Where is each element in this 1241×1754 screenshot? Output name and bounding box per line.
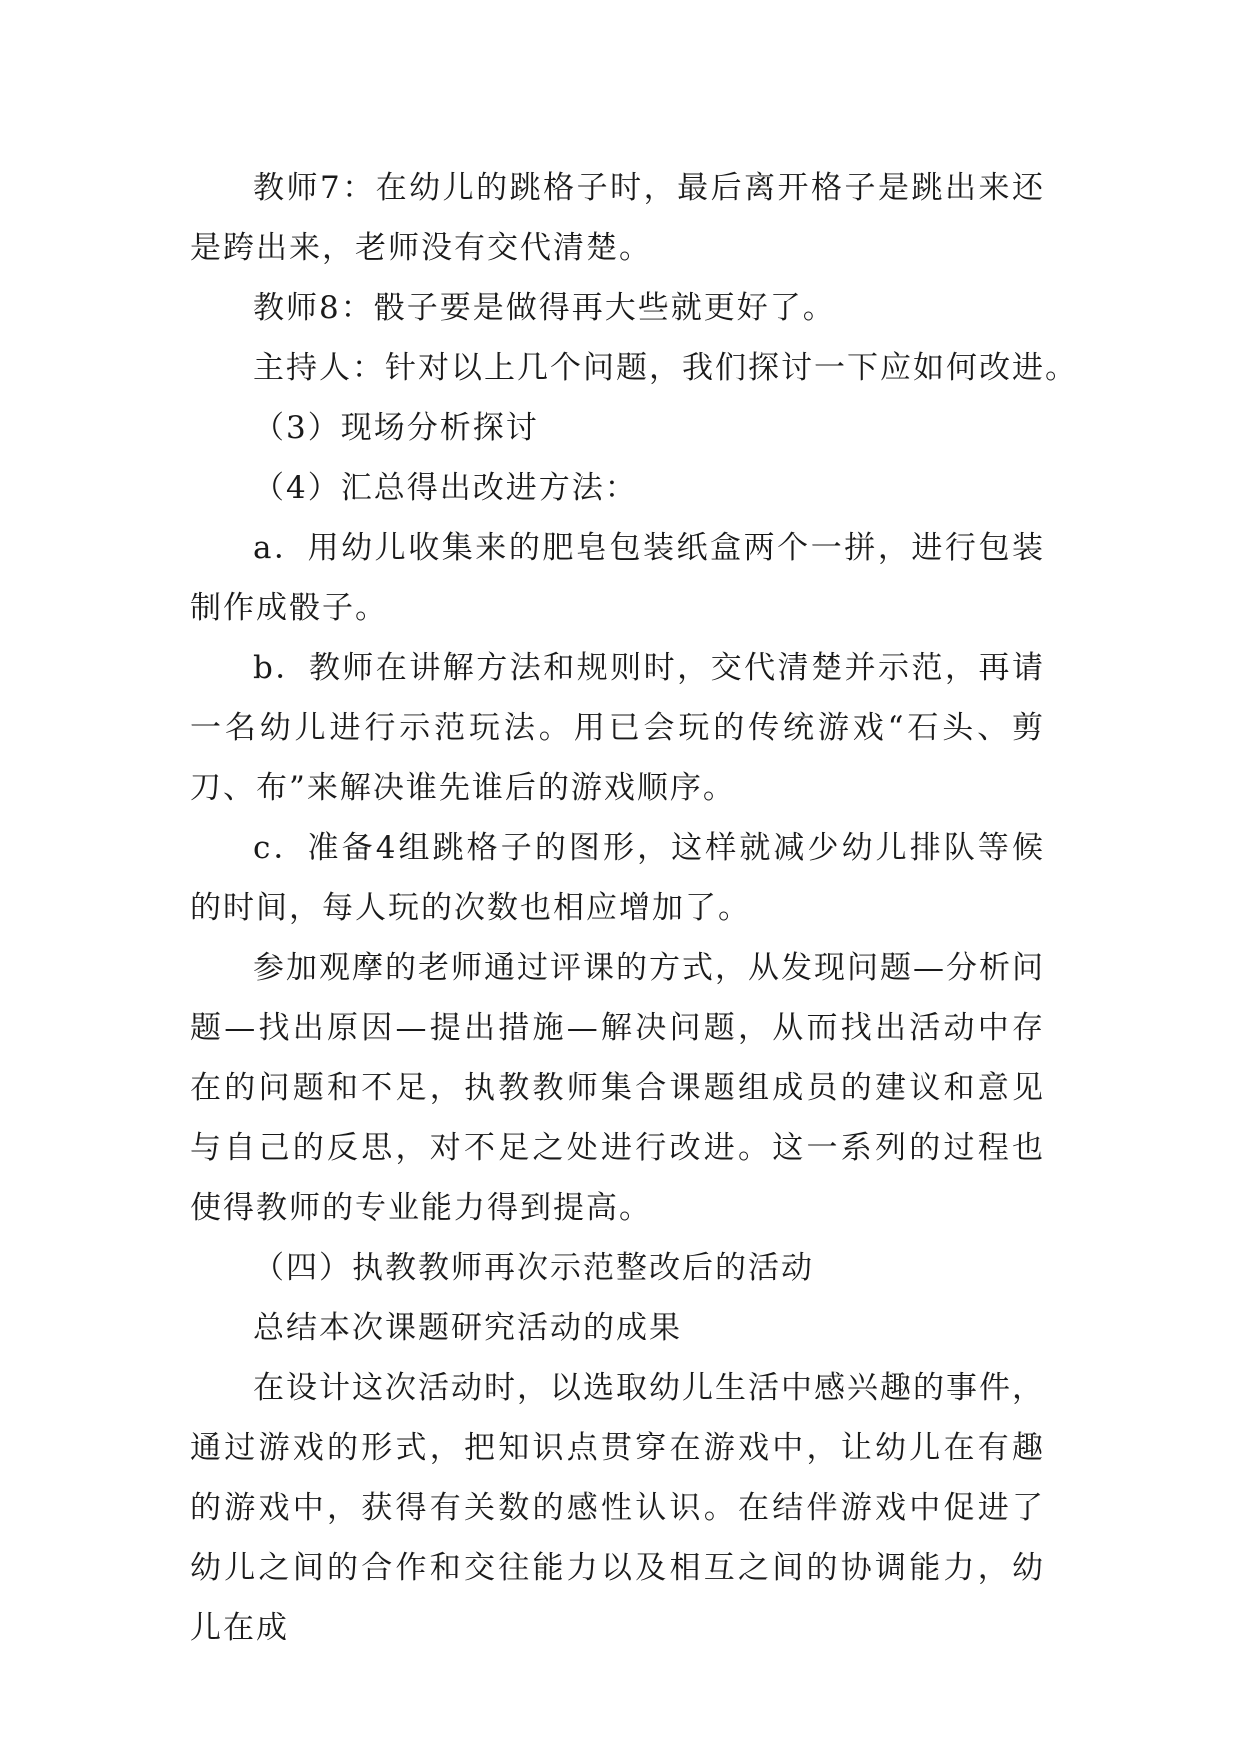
document-page [190, 158, 1078, 1658]
paragraph-design: 在设计这次活动时，以选取幼儿生活中感兴趣的事件，通过游戏的形式，把知识点贯穿在游戏中，让幼儿在有趣的游戏中，获得有关数的感性认识。在结伴游戏中促进了幼儿之间的合作和交往能力以及相互之间的协调能力，幼儿在成 [190, 1370, 1045, 1646]
heading-step-4: （4）汇总得出改进方法： [253, 470, 638, 506]
heading-summary: 总结本次课题研究活动的成果 [253, 1310, 682, 1346]
paragraph-teacher-7: 教师7：在幼儿的跳格子时，最后离开格子是跳出来还是跨出来，老师没有交代清楚。 [190, 170, 1045, 266]
paragraph-observation: 参加观摩的老师通过评课的方式，从发现问题—分析问题—找出原因—提出措施—解决问题，从而找出活动中存在的问题和不足，执教教师集合课题组成员的建议和意见与自己的反思，对不足之处进行改进。这一系列的过程也使得教师的专业能力得到提高。 [190, 950, 1045, 1226]
list-item-c: c．准备4组跳格子的图形，这样就减少幼儿排队等候的时间，每人玩的次数也相应增加了。 [190, 830, 1045, 926]
list-item-a: a．用幼儿收集来的肥皂包装纸盒两个一拼，进行包装制作成骰子。 [190, 530, 1045, 626]
paragraph-teacher-8: 教师8：骰子要是做得再大些就更好了。 [253, 290, 836, 326]
paragraph-host: 主持人：针对以上几个问题，我们探讨一下应如何改进。 [253, 350, 1078, 386]
heading-section-4: （四）执教教师再次示范整改后的活动 [253, 1250, 814, 1286]
heading-step-3: （3）现场分析探讨 [253, 410, 539, 446]
list-item-b: b．教师在讲解方法和规则时，交代清楚并示范，再请一名幼儿进行示范玩法。用已会玩的传统游戏“石头、剪刀、布”来解决谁先谁后的游戏顺序。 [190, 650, 1045, 806]
